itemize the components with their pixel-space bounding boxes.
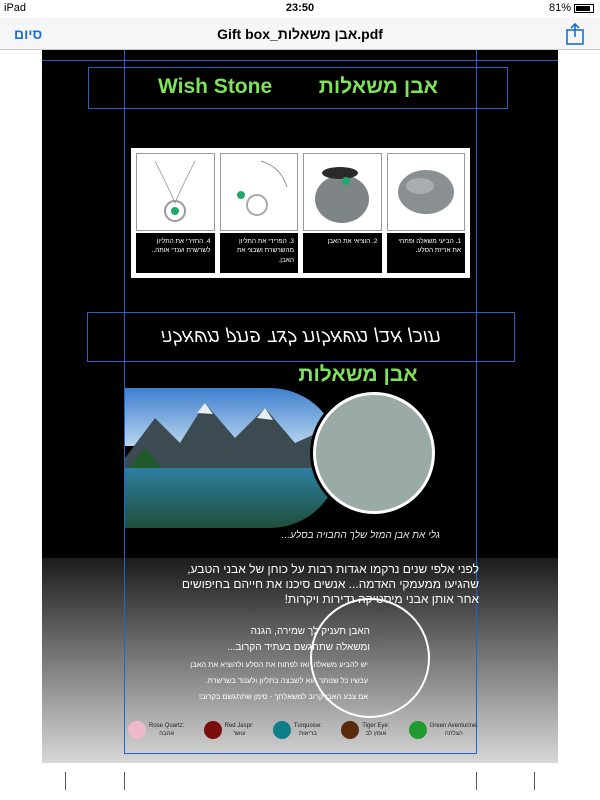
usage-text: יש להביע משאלה, ואז לפתוח את הסלע ולהוציא את האבן עכשיו כל שנותר הוא לשבצה בתליון ולענוד בשרשרת. אם צבע האבן קרוב למשאלתך - סימן שתתגשם בקרוב! [190, 660, 368, 701]
device-label: iPad [4, 2, 27, 14]
step-caption: 2. הוציאי את האבן [303, 233, 382, 273]
necklace-image [136, 153, 215, 231]
gem-item: Red Jaspr: עושר [204, 716, 254, 744]
step-caption: 3. הפרידי את התליון מהשרשרת ושבצי את האבן. [220, 233, 299, 273]
mirrored-text-strip: תוכן אבן משאלות לצד פתק משאלה [160, 327, 442, 348]
gem-item: Turquoise: בריאות [273, 716, 322, 744]
story-text: לפני אלפי שנים נרקמו אגדות רבות על כוחן של אבני הטבע, שהגיעו ממעמקי האדמה... אנשים סיכנו את חייהם בחיפושים אחר אותן אבני מיסטיקה נדירות ויקרות! [181, 562, 479, 606]
gem-item: Green Aventurine: הצלחה [409, 716, 478, 744]
gem-swatch [409, 721, 427, 739]
stone-title: אבן משאלות [298, 363, 418, 386]
share-icon[interactable] [564, 22, 586, 46]
rock-image [387, 153, 466, 231]
step-card [387, 153, 466, 273]
mountain-lake-image [125, 388, 340, 528]
gem-legend [128, 716, 478, 744]
done-button[interactable]: סיום [14, 26, 43, 42]
document-title: Gift box_אבן משאלות.pdf [217, 26, 383, 42]
pendant-image [220, 153, 299, 231]
step-card [136, 153, 215, 273]
title-english: Wish Stone [158, 75, 273, 98]
clock: 23:50 [285, 2, 315, 14]
title-hebrew: אבן משאלות [318, 75, 438, 98]
gem-item: Tiger Eye: אומץ לב [341, 716, 389, 744]
navigation-bar [0, 18, 600, 50]
gem-item: Rose Quartz: אהבה [128, 716, 184, 744]
gem-swatch [341, 721, 359, 739]
status-bar [0, 0, 600, 18]
gem-swatch [128, 721, 146, 739]
step-caption: 4. החזירי את התליון לשרשרת וענדי אותה.. [136, 233, 215, 273]
step-card [303, 153, 382, 273]
gem-swatch [204, 721, 222, 739]
step-card [220, 153, 299, 273]
instruction-steps [131, 148, 470, 278]
open-rock-image [303, 153, 382, 231]
battery-indicator [549, 2, 594, 14]
stone-circle [313, 392, 435, 514]
promise-text: האבן תעניק לך שמירה, הגנה ומשאלה שתתגשם בעתיד הקרוב... [227, 626, 370, 653]
pdf-page[interactable] [0, 50, 600, 800]
tagline: גלי את אבן המזל שלך החבויה בסלע... [281, 530, 440, 541]
battery-percent: 81% [548, 2, 571, 14]
step-caption: 1. הביעי משאלה ופתחי את אריזת הסלע. [387, 233, 466, 273]
battery-icon [574, 4, 594, 13]
gem-swatch [273, 721, 291, 739]
window-ring [310, 598, 430, 718]
box-title [88, 67, 508, 107]
